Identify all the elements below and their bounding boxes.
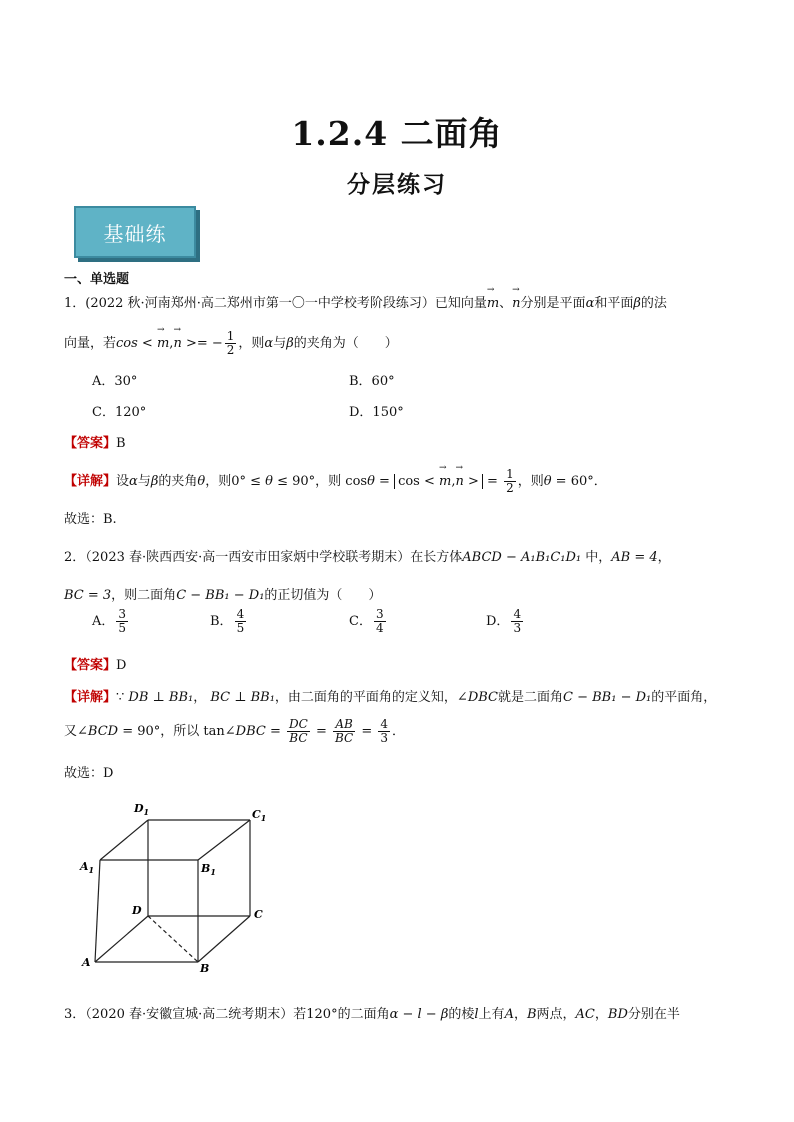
q2-detail-line1: 【详解】∵ DB ⊥ BB₁， BC ⊥ BB₁，由二面角的平面角的定义知，∠DBC就是二面角C − BB₁ − D₁的平面角，	[64, 690, 717, 705]
page-subtitle: 分层练习	[347, 171, 447, 198]
label-c1: $C_1$	[252, 808, 267, 823]
level-badge: 基础练	[74, 206, 196, 258]
edge-da	[95, 916, 148, 962]
label-b: B	[200, 962, 210, 974]
label-c: C	[254, 908, 263, 921]
q1-option-c[interactable]: C．120°	[92, 405, 147, 420]
q1-line2: 向量，若cos < → m,→ n >= − $\frac{1}{2}$ ，则α与β的夹角为（ ）	[64, 330, 398, 357]
q3-line1: 3．（2020 春·安徽宣城·高二统考期末）若120°的二面角α − l − β的棱l上有A，B两点，AC，BD分别在半	[64, 1007, 680, 1022]
label-d1: $D_1$	[134, 802, 150, 817]
q2-option-d[interactable]: D． $\frac{4}{3}$	[486, 607, 522, 635]
q1-detail: 【详解】设α与β的夹角θ，则0° ≤ θ ≤ 90°，则 cosθ = cos < → m,→ n > = $\frac{1}{2}$ ，则θ = 60°．	[64, 468, 607, 495]
q2-answer: 【答案】D	[64, 658, 127, 673]
vector-m: → m	[487, 296, 499, 311]
diagonal-db	[148, 916, 198, 962]
q2-line2: BC = 3，则二面角C − BB₁ − D₁的正切值为（ ）	[64, 588, 382, 603]
q2-option-b[interactable]: B． $\frac{4}{5}$	[210, 607, 245, 635]
edge-c1b1	[198, 820, 250, 860]
q1-option-b[interactable]: B．60°	[349, 374, 395, 389]
edge-d1a1	[100, 820, 148, 860]
section-heading: 一、单选题	[64, 272, 130, 287]
q1-option-d[interactable]: D．150°	[349, 405, 404, 420]
label-d: D	[132, 904, 142, 917]
q1-answer: 【答案】B	[64, 436, 126, 451]
label-a1: $A_1$	[80, 860, 95, 875]
page-title: 1.2.4 二面角	[291, 114, 503, 153]
cuboid-figure	[78, 798, 278, 974]
q1-option-a[interactable]: A．30°	[92, 374, 138, 389]
q2-option-a[interactable]: A． $\frac{3}{5}$	[92, 607, 127, 635]
q2-option-c[interactable]: C． $\frac{3}{4}$	[349, 607, 384, 635]
label-b1: $B_1$	[201, 862, 216, 877]
label-a: A	[82, 956, 91, 969]
vector-n: → n	[512, 296, 520, 311]
edge-cb	[198, 916, 250, 962]
edge-a1a	[95, 860, 100, 962]
q2-choose: 故选：D	[64, 766, 114, 781]
q1-line1: 1．(2022 秋·河南郑州·高二郑州市第一〇一中学校考阶段练习）已知向量→ m、→ n分别是平面α和平面β的法	[64, 292, 667, 311]
q2-detail-line2: 又∠BCD = 90°，所以 tan∠DBC = $\frac{DC}{BC}$ = $\frac{AB}{BC}$ = $\frac{4}{3}$ ．	[64, 717, 406, 745]
q1-choose: 故选：B.	[64, 512, 117, 527]
q2-line1: 2．（2023 春·陕西西安·高一西安市田家炳中学校联考期末）在长方体ABCD − A₁B₁C₁D₁ 中，AB = 4，	[64, 550, 671, 565]
fraction-half: $\frac{1}{2}$	[226, 329, 235, 357]
